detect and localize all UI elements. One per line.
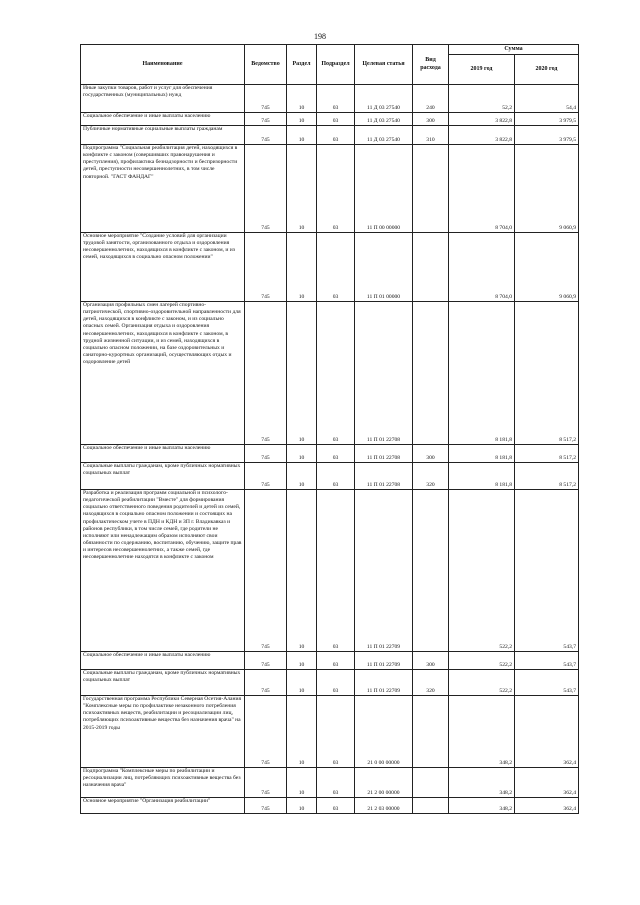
- header-section: Раздел: [287, 45, 317, 85]
- row-ministry: 745: [245, 652, 287, 670]
- row-amount-2020: 8 517,2: [515, 463, 579, 490]
- row-name: Разработка и реализация программ социальной и психолого-педагогической реабилитации "Вместе" для формирования социально ответственного поведения родителей и детей из семей, находящихся в социально опасном положении и состоящих на профилактическом учете в ПДН и КДН и ЗП г. Владикавказ и районов республики, в том числе семей, где родители не исполняют или ненадлежащим образом исполняют свои обязанности по содержанию, воспитанию, обучению, защите прав и интересов несовершеннолетних, а также семей, где несовершеннолетние находятся в конфликте с законом: [81, 490, 245, 652]
- row-target: 21 0 00 00000: [355, 696, 413, 768]
- row-subsection: 03: [317, 463, 355, 490]
- row-target: 11 Д 03 27540: [355, 126, 413, 145]
- header-target: Целевая статья: [355, 45, 413, 85]
- row-name: Публичные нормативные социальные выплаты гражданам: [81, 126, 245, 145]
- row-target: 11 Д 03 27540: [355, 85, 413, 113]
- row-target: 21 2 00 00000: [355, 768, 413, 798]
- row-name: Социальное обеспечение и иные выплаты населению: [81, 113, 245, 126]
- row-expense-type: [413, 302, 449, 445]
- row-subsection: 03: [317, 233, 355, 302]
- row-name: Основное мероприятие "Создание условий для организации трудовой занятости, организованного отдыха и оздоровления несовершеннолетних, находящихся в конфликте с законом, и из семей, находящихся в социально опасном положении": [81, 233, 245, 302]
- row-amount-2020: 3 979,5: [515, 113, 579, 126]
- row-ministry: 745: [245, 768, 287, 798]
- row-section: 10: [287, 113, 317, 126]
- row-expense-type: [413, 768, 449, 798]
- row-expense-type: [413, 696, 449, 768]
- row-name: Социальные выплаты гражданам, кроме публичных нормативных социальных выплат: [81, 670, 245, 696]
- row-section: 10: [287, 490, 317, 652]
- row-section: 10: [287, 768, 317, 798]
- table-row: [81, 670, 579, 696]
- row-amount-2019: 522,2: [449, 652, 515, 670]
- row-subsection: 03: [317, 798, 355, 814]
- table-row: [81, 113, 579, 126]
- row-amount-2019: 522,2: [449, 670, 515, 696]
- row-subsection: 03: [317, 113, 355, 126]
- table-row: [81, 85, 579, 113]
- row-name: Основное мероприятие "Организация реабилитации": [81, 798, 245, 814]
- row-subsection: 03: [317, 445, 355, 463]
- row-subsection: 03: [317, 302, 355, 445]
- row-amount-2020: 362,4: [515, 798, 579, 814]
- row-name: Социальное обеспечение и иные выплаты населению: [81, 652, 245, 670]
- row-ministry: 745: [245, 302, 287, 445]
- table-row: [81, 696, 579, 768]
- row-amount-2019: 52,2: [449, 85, 515, 113]
- row-amount-2019: 348,2: [449, 768, 515, 798]
- row-subsection: 03: [317, 85, 355, 113]
- row-target: 11 Д 03 27540: [355, 113, 413, 126]
- row-ministry: 745: [245, 145, 287, 233]
- row-subsection: 03: [317, 652, 355, 670]
- row-amount-2020: 3 979,5: [515, 126, 579, 145]
- row-ministry: 745: [245, 445, 287, 463]
- row-target: 11 П 01 22709: [355, 652, 413, 670]
- row-section: 10: [287, 302, 317, 445]
- row-amount-2019: 8 181,8: [449, 445, 515, 463]
- header-sum: Сумма: [449, 45, 579, 55]
- row-ministry: 745: [245, 113, 287, 126]
- row-expense-type: 300: [413, 652, 449, 670]
- row-ministry: 745: [245, 233, 287, 302]
- row-amount-2019: 522,2: [449, 490, 515, 652]
- row-name: Подпрограмма "Социальная реабилитация детей, находящихся в конфликте с законом (совершивших правонарушения и преступления), профилактика безнадзорности и беспризорности детей, преступности несовершеннолетних, в том числе повторной. "ГАСТ ФАНДАГ": [81, 145, 245, 233]
- row-section: 10: [287, 126, 317, 145]
- row-section: 10: [287, 652, 317, 670]
- row-name: Государственная программа Республики Северная Осетия-Алания "Комплексные меры по профилактике незаконного потребления психоактивных веществ, реабилитации и ресоциализации лиц, потребляющих психоактивные вещества без назначения врача" на 2015-2019 годы: [81, 696, 245, 768]
- row-expense-type: 300: [413, 113, 449, 126]
- row-name: Социальные выплаты гражданам, кроме публичных нормативных социальных выплат: [81, 463, 245, 490]
- row-subsection: 03: [317, 490, 355, 652]
- row-target: 11 П 01 22708: [355, 445, 413, 463]
- row-target: 11 П 01 00000: [355, 233, 413, 302]
- row-subsection: 03: [317, 696, 355, 768]
- table-row: [81, 798, 579, 814]
- row-section: 10: [287, 145, 317, 233]
- row-amount-2020: 8 517,2: [515, 302, 579, 445]
- row-amount-2019: 348,2: [449, 696, 515, 768]
- row-ministry: 745: [245, 126, 287, 145]
- row-amount-2020: 362,4: [515, 768, 579, 798]
- row-expense-type: 320: [413, 670, 449, 696]
- row-subsection: 03: [317, 126, 355, 145]
- row-target: 11 П 00 00000: [355, 145, 413, 233]
- row-target: 11 П 01 22708: [355, 302, 413, 445]
- row-expense-type: [413, 145, 449, 233]
- row-expense-type: [413, 798, 449, 814]
- row-section: 10: [287, 696, 317, 768]
- header-2020: 2020 год: [515, 55, 579, 85]
- header-ministry: Ведомство: [245, 45, 287, 85]
- table-row: [81, 302, 579, 445]
- budget-table: [80, 44, 579, 814]
- row-ministry: 745: [245, 798, 287, 814]
- table-row: [81, 490, 579, 652]
- table-row: [81, 445, 579, 463]
- page-number: 198: [314, 32, 326, 41]
- row-name: Социальное обеспечение и иные выплаты населению: [81, 445, 245, 463]
- row-amount-2019: 3 822,8: [449, 113, 515, 126]
- table-row: [81, 233, 579, 302]
- table-row: [81, 145, 579, 233]
- row-name: Организация профильных смен лагерей спортивно-патриотической, спортивно-оздоровительной направленности для детей, находящихся в конфликте с законом, и из социально опасных семей. Организация отдыха и оздоровления несовершеннолетних, находящихся в конфликте с законом, в трудной жизненной ситуации, и из семей, находящихся в социально опасном положении, на базе оздоровительных и санаторно-курортных организаций, осуществляющих отдых и оздоровление детей: [81, 302, 245, 445]
- row-amount-2020: 9 060,9: [515, 233, 579, 302]
- row-section: 10: [287, 670, 317, 696]
- row-subsection: 03: [317, 145, 355, 233]
- row-name: Подпрограмма "Комплексные меры по реабилитации и ресоциализации лиц, потребляющих психоактивные вещества без назначения врача": [81, 768, 245, 798]
- row-amount-2020: 543,7: [515, 490, 579, 652]
- row-amount-2019: 348,2: [449, 798, 515, 814]
- row-target: 11 П 01 22709: [355, 670, 413, 696]
- row-ministry: 745: [245, 463, 287, 490]
- row-amount-2019: 8 181,8: [449, 302, 515, 445]
- row-amount-2020: 362,4: [515, 696, 579, 768]
- row-expense-type: [413, 233, 449, 302]
- row-amount-2019: 3 822,8: [449, 126, 515, 145]
- row-subsection: 03: [317, 670, 355, 696]
- row-amount-2020: 8 517,2: [515, 445, 579, 463]
- table-row: [81, 652, 579, 670]
- row-expense-type: 300: [413, 445, 449, 463]
- row-name: Иные закупки товаров, работ и услуг для обеспечения государственных (муниципальных) нужд: [81, 85, 245, 113]
- row-ministry: 745: [245, 670, 287, 696]
- row-amount-2020: 9 060,9: [515, 145, 579, 233]
- table-row: [81, 463, 579, 490]
- row-amount-2020: 543,7: [515, 652, 579, 670]
- table-row: [81, 126, 579, 145]
- header-name: Наименование: [81, 45, 245, 85]
- row-target: 11 П 01 22708: [355, 463, 413, 490]
- header-expense-type: Вид расхода: [413, 45, 449, 85]
- row-amount-2019: 8 704,0: [449, 233, 515, 302]
- table-row: [81, 768, 579, 798]
- row-section: 10: [287, 233, 317, 302]
- row-ministry: 745: [245, 490, 287, 652]
- row-subsection: 03: [317, 768, 355, 798]
- row-expense-type: 240: [413, 85, 449, 113]
- row-expense-type: 310: [413, 126, 449, 145]
- row-section: 10: [287, 798, 317, 814]
- row-amount-2019: 8 181,8: [449, 463, 515, 490]
- row-amount-2020: 54,4: [515, 85, 579, 113]
- row-amount-2020: 543,7: [515, 670, 579, 696]
- row-section: 10: [287, 463, 317, 490]
- header-2019: 2019 год: [449, 55, 515, 85]
- header-subsection: Подраздел: [317, 45, 355, 85]
- row-amount-2019: 8 704,0: [449, 145, 515, 233]
- row-section: 10: [287, 85, 317, 113]
- row-expense-type: [413, 490, 449, 652]
- row-ministry: 745: [245, 696, 287, 768]
- row-expense-type: 320: [413, 463, 449, 490]
- row-ministry: 745: [245, 85, 287, 113]
- row-section: 10: [287, 445, 317, 463]
- row-target: 21 2 03 00000: [355, 798, 413, 814]
- row-target: 11 П 01 22709: [355, 490, 413, 652]
